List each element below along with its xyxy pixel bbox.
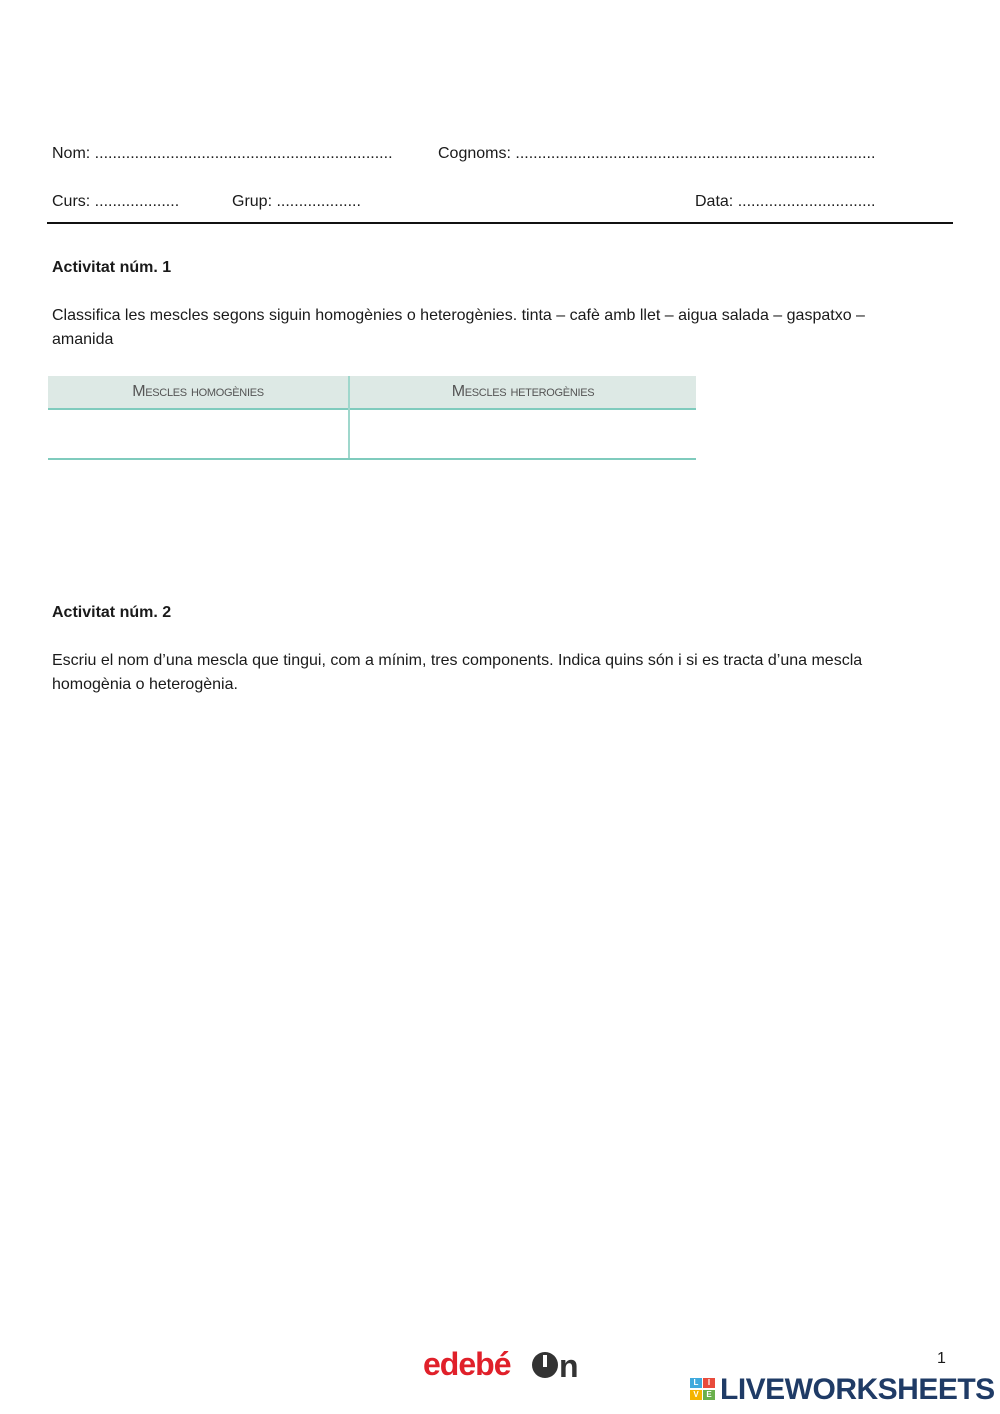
cell-homogeneous[interactable] [48,410,348,458]
block-e: E [703,1390,715,1400]
block-l: L [690,1378,702,1388]
activity2-line2: homogènia o heterogènia. [52,676,238,693]
curs-field: Curs: ................... [52,193,180,210]
cognoms-field: Cognoms: ................................................................................. [438,145,876,162]
edebe-logo: edebé [423,1346,511,1382]
activity1-instructions [52,304,932,352]
grup-field: Grup: ................... [232,193,361,210]
table-column-divider [348,376,350,460]
page-number: 1 [937,1350,946,1367]
cell-heterogeneous[interactable] [350,410,696,458]
activity2-line1: Escriu el nom d’una mescla que tingui, com a mínim, tres components. Indica quins són i si es tracta d’una mescla [52,652,863,669]
on-logo-letter: n [559,1348,579,1384]
header-heterogeneous: Mescles heterogènies [451,383,595,400]
block-i: I [703,1378,715,1388]
table-bottom-border [48,458,696,460]
classification-table [48,376,696,460]
activity2-title: Activitat núm. 2 [52,604,172,621]
liveworksheets-blocks-icon [690,1378,718,1402]
block-v: V [690,1390,702,1400]
nom-field: Nom: ................................................................... [52,145,393,162]
header-homogeneous: Mescles homogènies [132,383,264,400]
activity1-title: Activitat núm. 1 [52,259,172,276]
data-field: Data: ............................... [695,193,876,210]
header-divider [47,222,953,224]
activity2-instructions [52,649,932,697]
liveworksheets-wordmark: LIVEWORKSHEETS [720,1373,995,1406]
activity1-line2: amanida [52,331,114,348]
power-icon [532,1352,558,1378]
on-logo [530,1346,582,1386]
activity1-line1: Classifica les mescles segons siguin homogènies o heterogènies. tinta – cafè amb llet – aigua salada – gaspatxo – [52,307,865,324]
